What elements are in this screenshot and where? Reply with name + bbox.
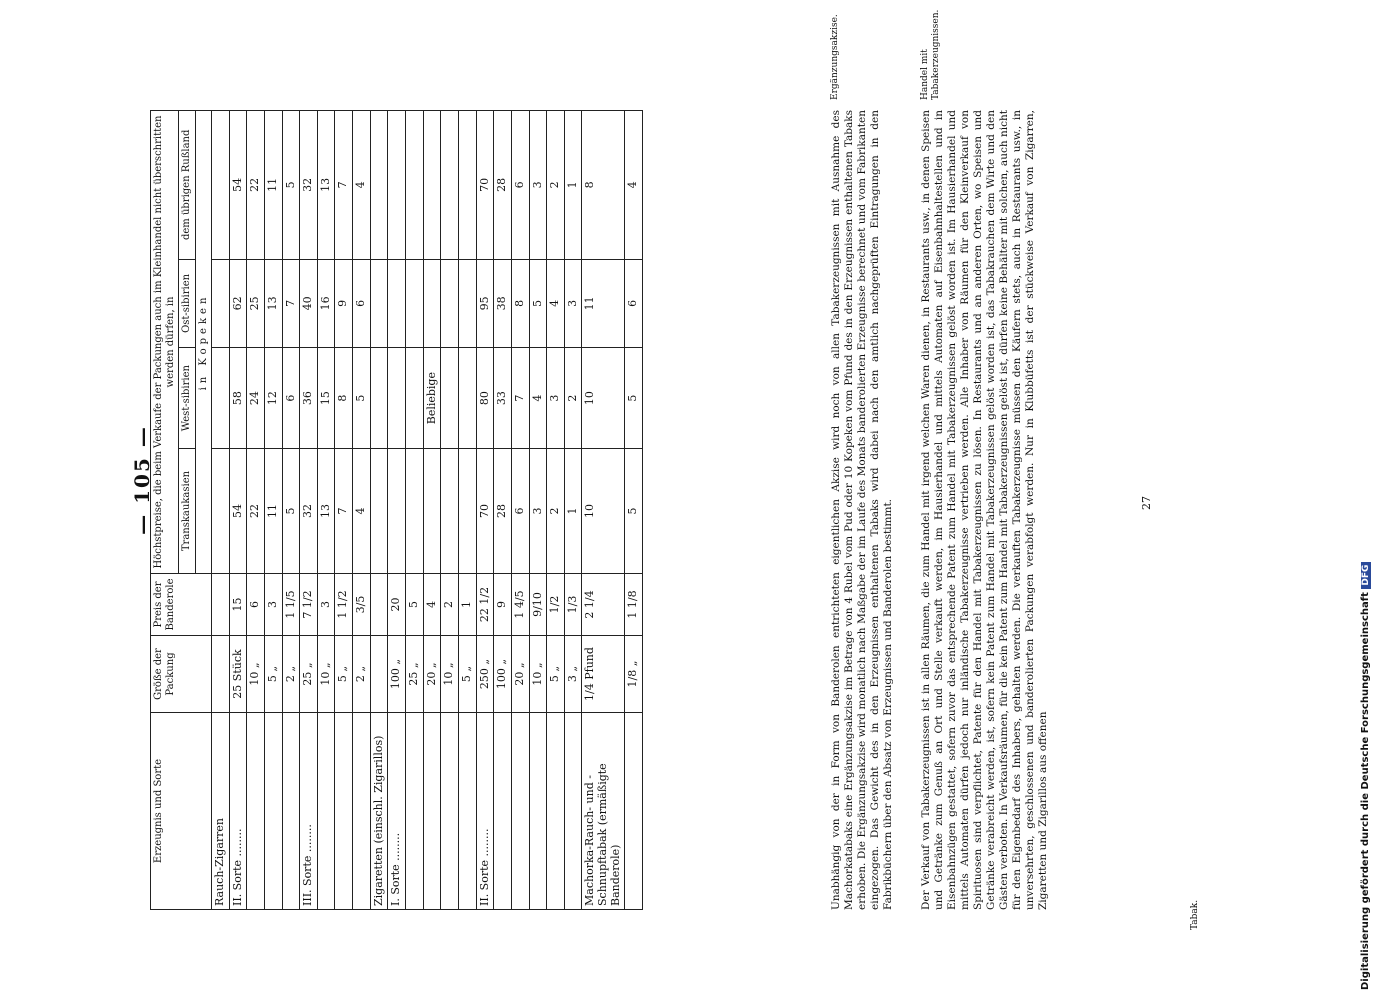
table-cell-es: 25 [247, 259, 265, 348]
table-cell-rr: 22 [247, 111, 265, 260]
table-cell-size: 1/8 „ [625, 636, 643, 713]
table-cell-tc [441, 449, 459, 574]
table-cell-es: 8 [511, 259, 529, 348]
table-cell-product: I. Sorte ........ [388, 713, 406, 910]
table-cell-tc: 4 [353, 449, 371, 574]
table-cell-tc [212, 449, 230, 574]
table-row [300, 111, 318, 910]
table-cell-ws: 2 [564, 348, 582, 449]
paragraph-trade: Der Verkauf von Tabakerzeugnissen ist in allen Räumen, die zum Handel mit irgend welchen Waren dienen, in Restaurants usw., in denen Speisen und Getränke zum Genuß an Ort und Stelle verkauft werden, im Hausierhandel und mittels Automaten auf Eisenbahnhaltestellen und in Eisenbahnzügen gestattet, sofern zuvor das entsprechende Patent zum Handel mit Tabakerzeugnissen gelöst worden ist. Im Hausierhandel und mittels Automaten dürfen jedoch nur inländische Tabakerzeugnisse vertrieben werden. Alle Inhaber von Räumen für den Kleinverkauf von Spirituosen sind verpflichtet, Patente für den Handel mit Tabakerzeugnissen zu lösen. In Restaurants und an anderen Orten, wo Speisen und Getränke verabreicht werden, ist, sofern kein Patent zum Handel mit Tabakerzeugnissen gelöst worden ist, das Tabakrauchen dem Wirte und den Gästen verboten. In Verkaufsräumen, für die kein Patent zum Handel mit Tabakerzeugnissen gelöst ist, dürfen keine Behälter mit solchen, auch nicht für den Eigenbedarf des Inhabers, gehalten werden. Die verkauften Tabakerzeugnisse müssen den Käufern stets, auch in Restaurants usw., in unversehrten, geschlossenen und banderolierten Packungen verabfolgt werden. Nur in Klubbüfetts ist der stückweise Verkauf von Zigarren, Zigaretten und Zigarillos aus offenen [920, 110, 1049, 910]
table-cell-ws [441, 348, 459, 449]
table-cell-rr: 13 [317, 111, 335, 260]
table-row [406, 111, 424, 910]
table-cell-es: 5 [529, 259, 547, 348]
table-row [564, 111, 582, 910]
table-cell-es [388, 259, 406, 348]
table-cell-price: 1 [458, 574, 476, 636]
table-cell-size: 100 „ [494, 636, 512, 713]
table-cell-price [212, 574, 230, 636]
table-cell-product [353, 713, 371, 910]
table-cell-size [370, 636, 388, 713]
table-cell-product [458, 713, 476, 910]
table-cell-ws [370, 348, 388, 449]
table-cell-es [212, 259, 230, 348]
table-cell-ws: 10 [582, 348, 625, 449]
table-cell-ws [388, 348, 406, 449]
table-cell-tc: 2 [547, 449, 565, 574]
table-body [212, 111, 643, 910]
table-row [388, 111, 406, 910]
table-cell-ws: 36 [300, 348, 318, 449]
table-cell-ws: 80 [476, 348, 494, 449]
table-cell-tc [458, 449, 476, 574]
table-cell-rr [441, 111, 459, 260]
table-cell-size: 5 „ [458, 636, 476, 713]
digitization-note: Digitalisierung gefördert durch die Deutsche Forschungsgemeinschaft [1360, 592, 1371, 990]
table-cell-tc: 28 [494, 449, 512, 574]
table-cell-rr [423, 111, 441, 260]
table-cell-rr: 1 [564, 111, 582, 260]
tariff-table [150, 110, 643, 910]
table-cell-product [423, 713, 441, 910]
table-cell-price: 3/5 [353, 574, 371, 636]
table-row [494, 111, 512, 910]
table-cell-rr: 7 [335, 111, 353, 260]
table-cell-es [441, 259, 459, 348]
table-cell-price: 3 [264, 574, 282, 636]
rotated-content [130, 9, 1230, 930]
table-cell-price: 20 [388, 574, 406, 636]
table-cell-price: 1 1/2 [335, 574, 353, 636]
table-row [511, 111, 529, 910]
table-cell-size: 3 „ [564, 636, 582, 713]
table-cell-size: 5 „ [335, 636, 353, 713]
header-transcaucasia: Transkaukasien [179, 449, 196, 574]
table-cell-rr: 28 [494, 111, 512, 260]
table-cell-product [406, 713, 424, 910]
table-cell-tc [370, 449, 388, 574]
table-cell-tc: 5 [625, 449, 643, 574]
table-cell-rr: 4 [625, 111, 643, 260]
table-cell-ws [458, 348, 476, 449]
table-cell-tc [423, 449, 441, 574]
table-cell-ws: 3 [547, 348, 565, 449]
table-cell-product [317, 713, 335, 910]
table-cell-ws: 24 [247, 348, 265, 449]
table-cell-ws: 15 [317, 348, 335, 449]
table-cell-size: 10 „ [441, 636, 459, 713]
table-cell-es [370, 259, 388, 348]
table-cell-rr: 6 [511, 111, 529, 260]
table-cell-size: 250 „ [476, 636, 494, 713]
table-cell-price: 2 [441, 574, 459, 636]
paragraph-supplementary-excise: Unabhängig von der in Form von Banderolen entrichteten eigentlichen Akzise wird noch von allen Tabakerzeugnissen mit Ausnahme des Machorkatabaks eine Ergänzungsakzise im Betrage von 4 Rubel vom Pud oder 10 Kopeken vom Pfund des in den Erzeugnissen enthaltenen Tabaks erhoben. Die Ergänzungsakzise wird monatlich nach Maßgabe der im Laufe des Monats banderolierten Erzeugnisse berechnet und vom Fabrikanten eingezogen. Das Gewicht des in den Erzeugnissen enthaltenen Tabaks wird dabei nach den amtlich nachgeprüften Eintragungen in den Fabrikbüchern über den Absatz von Erzeugnissen und Banderolen bestimmt. [830, 110, 894, 910]
table-cell-size: 10 „ [529, 636, 547, 713]
table-row [264, 111, 282, 910]
table-cell-es: 7 [282, 259, 300, 348]
table-cell-price [370, 574, 388, 636]
page-number: 27 [1140, 496, 1153, 510]
table-cell-rr: 5 [282, 111, 300, 260]
table-cell-size: 10 „ [317, 636, 335, 713]
header-product: Erzeugnis und Sorte [151, 713, 212, 910]
table-cell-price: 1/3 [564, 574, 582, 636]
table-cell-price: 22 1/2 [476, 574, 494, 636]
table-cell-size: 25 „ [300, 636, 318, 713]
table-cell-ws: 5 [625, 348, 643, 449]
table-cell-product [529, 713, 547, 910]
table-cell-tc: 54 [229, 449, 247, 574]
table-cell-ws: Beliebige [423, 348, 441, 449]
table-cell-product: Machorka-Rauch- und -Schnupftabak (ermäßigte Banderole) [582, 713, 625, 910]
table-cell-es: 62 [229, 259, 247, 348]
table-cell-rr [212, 111, 230, 260]
table-cell-tc: 5 [282, 449, 300, 574]
table-cell-es: 13 [264, 259, 282, 348]
table-cell-product: II. Sorte ........ [229, 713, 247, 910]
table-cell-product [564, 713, 582, 910]
table-cell-size: 1/4 Pfund [582, 636, 625, 713]
table-cell-es: 4 [547, 259, 565, 348]
table-cell-tc: 22 [247, 449, 265, 574]
table-cell-product [335, 713, 353, 910]
table-cell-rr: 2 [547, 111, 565, 260]
table-cell-product [247, 713, 265, 910]
table-cell-es: 6 [625, 259, 643, 348]
table-cell-price: 2 1/4 [582, 574, 625, 636]
table-row [353, 111, 371, 910]
table-cell-product: Rauch-Zigarren [212, 713, 230, 910]
table-row [547, 111, 565, 910]
table-cell-rr [388, 111, 406, 260]
table-row [423, 111, 441, 910]
header-price: Preis der Banderole [151, 574, 212, 636]
table-row [247, 111, 265, 910]
table-row [529, 111, 547, 910]
table-cell-tc: 13 [317, 449, 335, 574]
table-cell-es [423, 259, 441, 348]
table-cell-tc: 11 [264, 449, 282, 574]
table-row [476, 111, 494, 910]
table-cell-rr: 3 [529, 111, 547, 260]
table-cell-size: 20 „ [423, 636, 441, 713]
table-cell-tc: 3 [529, 449, 547, 574]
table-cell-tc: 1 [564, 449, 582, 574]
header-east-siberia: Ost-sibirien [179, 259, 196, 348]
table-cell-es [458, 259, 476, 348]
digitization-strip [1360, 10, 1380, 990]
table-cell-price: 9 [494, 574, 512, 636]
table-cell-ws: 33 [494, 348, 512, 449]
table-row [458, 111, 476, 910]
header-max-prices: Höchstpreise, die beim Verkaufe der Packungen auch im Kleinhandel nicht überschritten werden dürfen, in [151, 111, 179, 574]
table-cell-rr: 32 [300, 111, 318, 260]
table-cell-es: 40 [300, 259, 318, 348]
table-cell-ws: 8 [335, 348, 353, 449]
table-row [370, 111, 388, 910]
table-cell-tc: 70 [476, 449, 494, 574]
page-header: — 105 — [130, 425, 154, 535]
table-cell-size: 2 „ [282, 636, 300, 713]
table-cell-product [441, 713, 459, 910]
table-cell-ws: 5 [353, 348, 371, 449]
table-cell-size: 5 „ [547, 636, 565, 713]
header-west-siberia: West-sibirien [179, 348, 196, 449]
table-row [441, 111, 459, 910]
table-cell-product [547, 713, 565, 910]
header-size: Größe der Packung [151, 636, 212, 713]
table-row [212, 111, 230, 910]
table-row [317, 111, 335, 910]
sidenote-trade: Handel mit Tabakerzeugnissen. [920, 9, 941, 100]
table-cell-tc [406, 449, 424, 574]
table-cell-tc: 10 [582, 449, 625, 574]
sidenote-supplementary-excise: Ergänzungsakzise. [830, 14, 840, 100]
table-cell-product: III. Sorte ........ [300, 713, 318, 910]
table-cell-price: 3 [317, 574, 335, 636]
table-row [625, 111, 643, 910]
table-cell-price: 1/2 [547, 574, 565, 636]
table-cell-rr: 4 [353, 111, 371, 260]
table-cell-es: 9 [335, 259, 353, 348]
header-unit: in Kopeken [195, 111, 212, 574]
table-cell-product [264, 713, 282, 910]
table-cell-es: 3 [564, 259, 582, 348]
table-cell-ws [406, 348, 424, 449]
table-cell-product [511, 713, 529, 910]
header-rest-russia: dem übrigen Rußland [179, 111, 196, 260]
table-cell-product [494, 713, 512, 910]
table-cell-es: 6 [353, 259, 371, 348]
table-cell-price: 5 [406, 574, 424, 636]
table-cell-price: 15 [229, 574, 247, 636]
table-cell-rr: 70 [476, 111, 494, 260]
table-row [282, 111, 300, 910]
table-cell-rr [370, 111, 388, 260]
table-cell-size: 20 „ [511, 636, 529, 713]
table-cell-price: 9/10 [529, 574, 547, 636]
table-cell-ws: 7 [511, 348, 529, 449]
table-cell-size: 100 „ [388, 636, 406, 713]
table-cell-product: II. Sorte ........ [476, 713, 494, 910]
table-cell-tc: 6 [511, 449, 529, 574]
table-cell-size: 2 „ [353, 636, 371, 713]
table-cell-es: 38 [494, 259, 512, 348]
table-cell-price: 4 [423, 574, 441, 636]
table-cell-product [625, 713, 643, 910]
table-cell-rr [458, 111, 476, 260]
table-cell-es: 16 [317, 259, 335, 348]
table-cell-price: 6 [247, 574, 265, 636]
table-cell-ws: 58 [229, 348, 247, 449]
table-cell-ws [212, 348, 230, 449]
table-cell-size: 25 Stück [229, 636, 247, 713]
table-cell-product [282, 713, 300, 910]
table-cell-tc: 7 [335, 449, 353, 574]
table-cell-price: 7 1/2 [300, 574, 318, 636]
table-cell-rr: 11 [264, 111, 282, 260]
table-cell-rr [406, 111, 424, 260]
table-cell-es [406, 259, 424, 348]
table-row [582, 111, 625, 910]
table-cell-ws: 4 [529, 348, 547, 449]
table-cell-rr: 8 [582, 111, 625, 260]
table-cell-product: Zigaretten (einschl. Zigarillos) [370, 713, 388, 910]
table-cell-size: 5 „ [264, 636, 282, 713]
table-cell-price: 1 1/8 [625, 574, 643, 636]
table-cell-size: 10 „ [247, 636, 265, 713]
table-cell-es: 11 [582, 259, 625, 348]
table-row [335, 111, 353, 910]
table-cell-size: 25 „ [406, 636, 424, 713]
table-cell-es: 95 [476, 259, 494, 348]
table-cell-price: 1 4/5 [511, 574, 529, 636]
table-cell-size [212, 636, 230, 713]
table-cell-ws: 6 [282, 348, 300, 449]
table-cell-tc: 32 [300, 449, 318, 574]
table-cell-price: 1 1/5 [282, 574, 300, 636]
table-row [229, 111, 247, 910]
table-cell-tc [388, 449, 406, 574]
table-cell-ws: 12 [264, 348, 282, 449]
table-cell-rr: 54 [229, 111, 247, 260]
dfg-logo: DFG [1361, 562, 1371, 589]
catchword: Tabak. [1190, 899, 1200, 930]
